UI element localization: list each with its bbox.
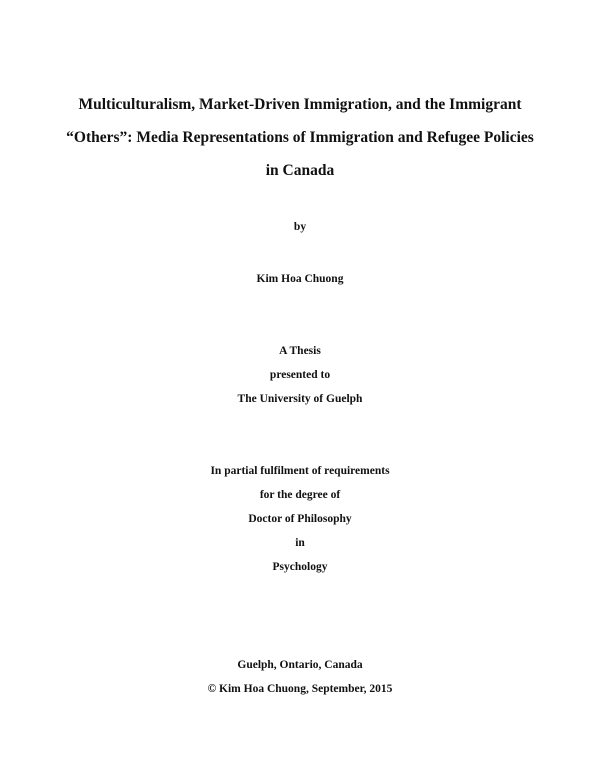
author-name: Kim Hoa Chuong (256, 273, 344, 285)
copyright-line: © Kim Hoa Chuong, September, 2015 (207, 683, 393, 695)
field-name: Psychology (272, 561, 328, 573)
title-line-3: in Canada (265, 162, 335, 179)
thesis-label: A Thesis (279, 345, 321, 357)
in-label: in (295, 537, 305, 549)
degree-name: Doctor of Philosophy (248, 513, 352, 525)
university-name: The University of Guelph (237, 393, 363, 405)
place-line: Guelph, Ontario, Canada (237, 659, 363, 671)
title-line-1: Multiculturalism, Market-Driven Immigration, and the Immigrant (78, 96, 522, 113)
fulfilment-line-1: In partial fulfilment of requirements (210, 465, 390, 477)
title-line-2: “Others”: Media Representations of Immigration and Refugee Policies (66, 129, 534, 146)
fulfilment-line-2: for the degree of (259, 489, 341, 501)
by-label: by (293, 221, 307, 233)
presented-to-label: presented to (269, 369, 331, 381)
